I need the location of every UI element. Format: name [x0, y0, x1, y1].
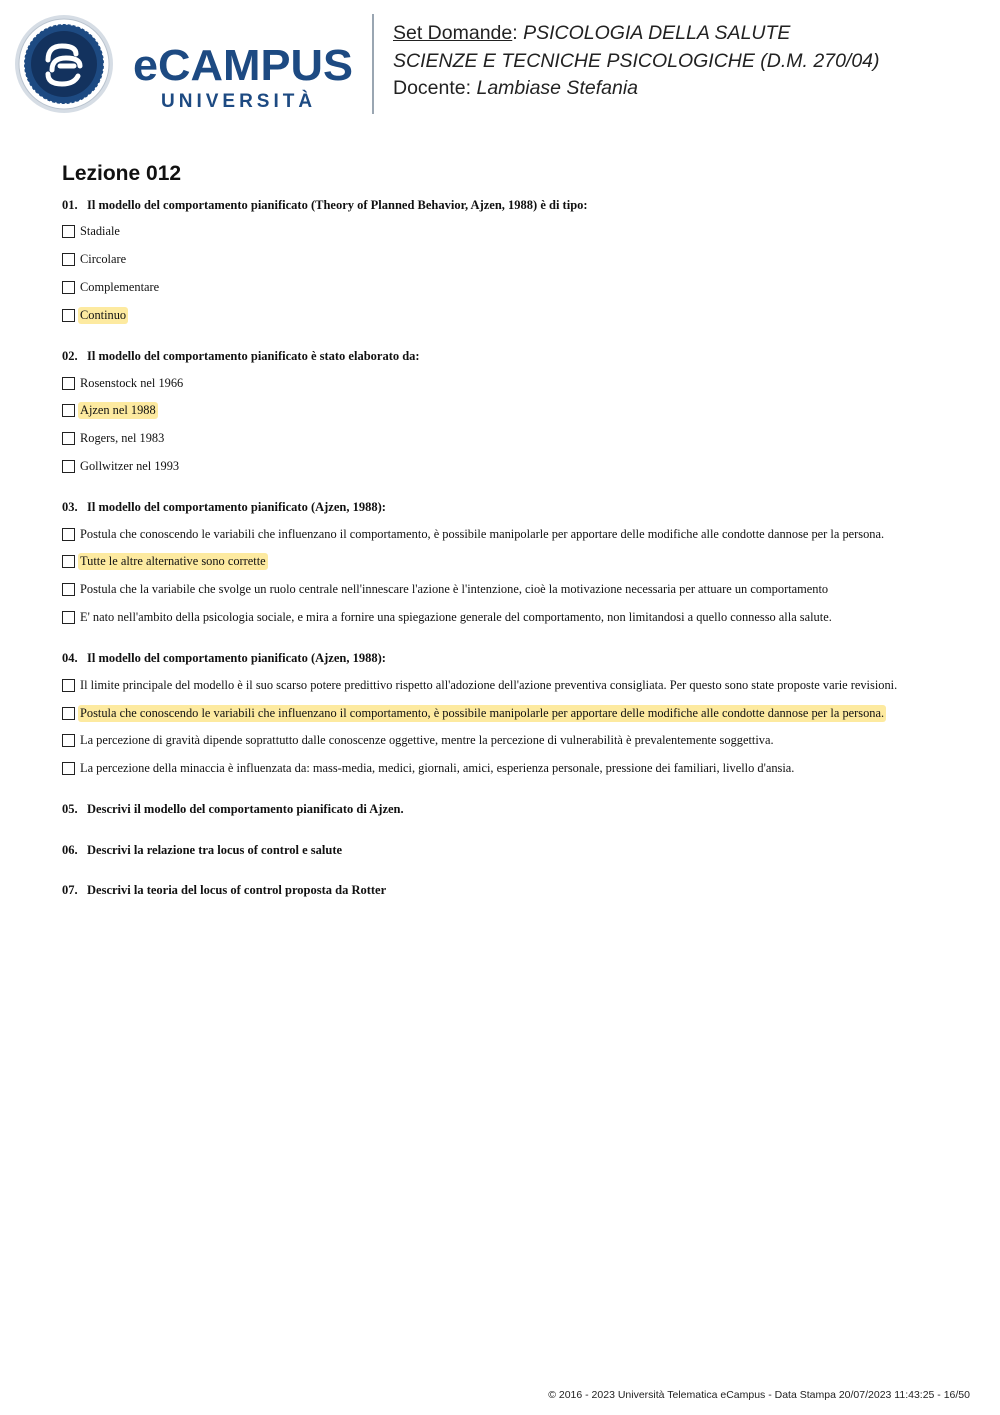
answer-checkbox[interactable] [62, 679, 75, 692]
set-line [393, 20, 880, 48]
question-1-option-4[interactable] [62, 306, 128, 324]
question-4-option-3[interactable] [62, 731, 776, 749]
question-3-option-4[interactable] [62, 608, 834, 626]
answer-option-text: Stadiale [80, 223, 120, 238]
answer-checkbox[interactable] [62, 528, 75, 541]
question-3-option-2[interactable] [62, 552, 268, 570]
question-text: Il modello del comportamento pianificato è stato elaborato da: [87, 349, 420, 363]
header-divider [372, 14, 374, 114]
answer-checkbox[interactable] [62, 281, 75, 294]
answer-checkbox[interactable] [62, 707, 75, 720]
answer-checkbox[interactable] [62, 377, 75, 390]
question-number: 06. [62, 843, 78, 857]
answer-option-text: Postula che conoscendo le variabili che influenzano il comportamento, è possibile manipolarle per apportare delle modifiche alle condotte dannose per la persona. [80, 526, 885, 541]
question-number: 03. [62, 500, 78, 514]
answer-option-text: Il limite principale del modello è il suo scarso potere predittivo rispetto all'adozione dell'azione preventiva consigliata. Per questo sono state proposte varie revisioni. [80, 677, 898, 692]
ecampus-seal-logo [14, 14, 114, 114]
answer-option-text: Postula che la variabile che svolge un ruolo centrale nell'innescare l'azione è l'intenzione, cioè la motivazione necessaria per attuare un comportamento [80, 581, 829, 596]
logo-brand-text: eCAMPUS [133, 41, 353, 90]
page-header [0, 0, 1000, 130]
answer-option-text: Postula che conoscendo le variabili che influenzano il comportamento, è possibile manipolarle per apportare delle modifiche alle condotte dannose per la persona. [80, 705, 885, 720]
answer-checkbox[interactable] [62, 404, 75, 417]
answer-option-text: E' nato nell'ambito della psicologia sociale, e mira a fornire una spiegazione generale del comportamento, non limitandosi a quello connesso alla salute. [80, 609, 832, 624]
question-number: 07. [62, 883, 78, 897]
answer-checkbox[interactable] [62, 734, 75, 747]
answer-checkbox[interactable] [62, 555, 75, 568]
answer-checkbox[interactable] [62, 583, 75, 596]
question-number: 05. [62, 802, 78, 816]
answer-checkbox[interactable] [62, 225, 75, 238]
answer-checkbox[interactable] [62, 762, 75, 775]
answer-option-text: Tutte le altre alternative sono corrette [80, 553, 266, 568]
question-text: Il modello del comportamento pianificato (Ajzen, 1988): [87, 651, 386, 665]
question-2-option-4[interactable] [62, 457, 181, 475]
answer-checkbox[interactable] [62, 309, 75, 322]
answer-option-text: Complementare [80, 279, 160, 294]
course-title: PSICOLOGIA DELLA SALUTE [523, 22, 791, 44]
question-number: 01. [62, 198, 78, 212]
answer-option-text: Rogers, nel 1983 [80, 430, 165, 445]
question-text: Descrivi la teoria del locus of control proposta da Rotter [87, 883, 387, 897]
question-2-option-1[interactable] [62, 374, 185, 392]
question-4-option-1[interactable] [62, 676, 899, 694]
header-info [393, 20, 880, 103]
question-1-title [62, 198, 588, 213]
question-text: Descrivi la relazione tra locus of control e salute [87, 843, 343, 857]
answer-option-text: Ajzen nel 1988 [80, 402, 156, 417]
set-separator: : [512, 22, 524, 44]
question-1-option-3[interactable] [62, 278, 161, 296]
question-3-option-1[interactable] [62, 525, 886, 543]
answer-option-text: La percezione della minaccia è influenzata da: mass-media, medici, giornali, amici, esperienza personale, pressione dei familiari, livello d'ansia. [80, 760, 795, 775]
answer-checkbox[interactable] [62, 253, 75, 266]
answer-option-text: Continuo [80, 307, 127, 322]
question-1-option-2[interactable] [62, 250, 128, 268]
question-7-title [62, 883, 386, 898]
answer-checkbox[interactable] [62, 432, 75, 445]
answer-checkbox[interactable] [62, 460, 75, 473]
teacher-label: Docente: [393, 77, 477, 99]
lesson-title: Lezione 012 [62, 162, 182, 185]
teacher-line [393, 75, 880, 103]
answer-option-text: Circolare [80, 251, 127, 266]
answer-option-text: Rosenstock nel 1966 [80, 375, 184, 390]
ecampus-wordmark-logo [133, 40, 358, 112]
question-4-option-4[interactable] [62, 759, 796, 777]
question-text: Descrivi il modello del comportamento pianificato di Ajzen. [87, 802, 404, 816]
question-2-option-3[interactable] [62, 429, 166, 447]
question-4-title [62, 651, 386, 666]
question-3-option-3[interactable] [62, 580, 830, 598]
question-2-option-2[interactable] [62, 401, 158, 419]
question-4-option-2[interactable] [62, 704, 886, 722]
question-text: Il modello del comportamento pianificato (Theory of Planned Behavior, Ajzen, 1988) è di tipo: [87, 198, 588, 212]
logo-subtitle-text: UNIVERSITÀ [161, 91, 317, 112]
question-number: 02. [62, 349, 78, 363]
answer-option-text: La percezione di gravità dipende soprattutto dalle conoscenze oggettive, mentre la percezione di vulnerabilità è prevalentemente soggettiva. [80, 732, 774, 747]
answer-checkbox[interactable] [62, 611, 75, 624]
question-2-title [62, 349, 420, 364]
answer-option-text: Gollwitzer nel 1993 [80, 458, 180, 473]
question-number: 04. [62, 651, 78, 665]
question-text: Il modello del comportamento pianificato (Ajzen, 1988): [87, 500, 386, 514]
degree-title: SCIENZE E TECNICHE PSICOLOGICHE (D.M. 270/04) [393, 49, 880, 72]
question-1-option-1[interactable] [62, 222, 122, 240]
question-5-title [62, 802, 404, 817]
question-3-title [62, 500, 386, 515]
question-6-title [62, 843, 342, 858]
set-label: Set Domande [393, 22, 513, 44]
page-footer: © 2016 - 2023 Università Telematica eCampus - Data Stampa 20/07/2023 11:43:25 - 16/50 [548, 1389, 970, 1401]
teacher-name: Lambiase Stefania [476, 77, 638, 99]
